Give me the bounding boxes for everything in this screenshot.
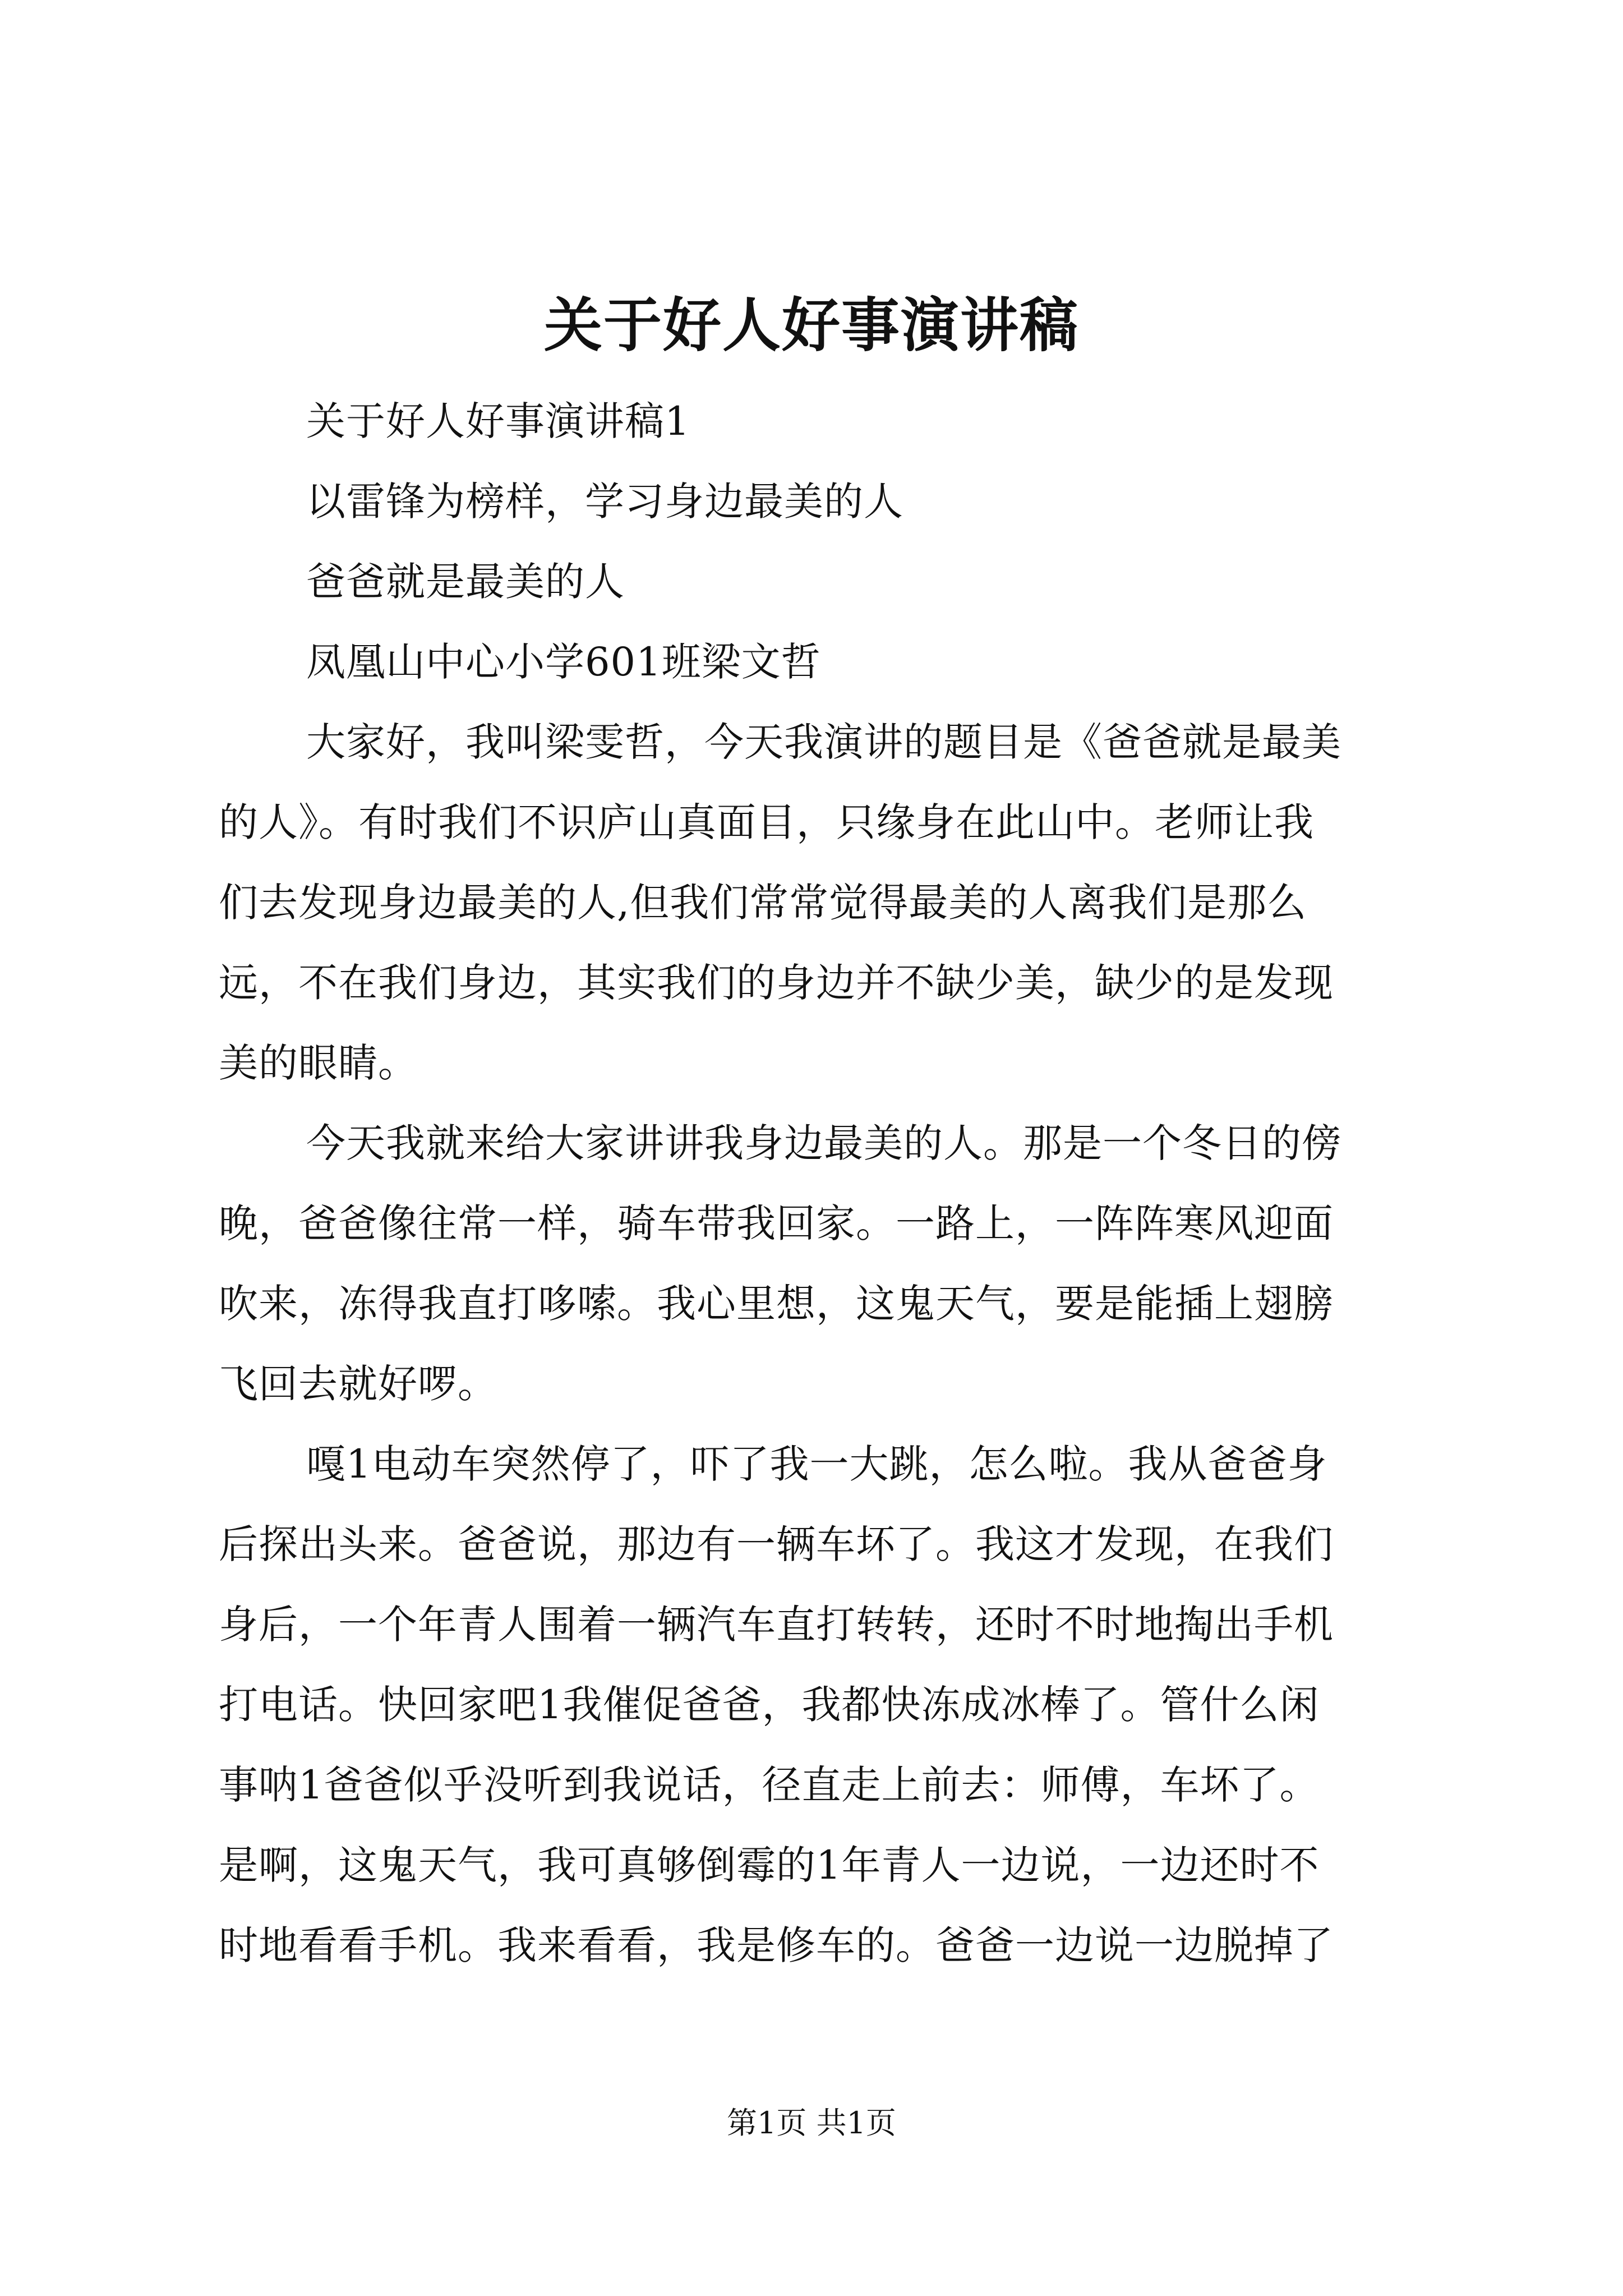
document-title: 关于好人好事演讲稿: [543, 291, 1079, 360]
paragraph-line: 打电话。快回家吧1我催促爸爸，我都快冻成冰棒了。管什么闲: [219, 1682, 1320, 1728]
subtitle-line: 爸爸就是最美的人: [306, 559, 625, 605]
paragraph-line: 远，不在我们身边，其实我们的身边并不缺少美，缺少的是发现: [219, 960, 1334, 1006]
paragraph-line: 飞回去就好啰。: [219, 1361, 497, 1407]
paragraph-line: 时地看看手机。我来看看，我是修车的。爸爸一边说一边脱掉了: [219, 1922, 1334, 1968]
paragraph-line: 吹来，冻得我直打哆嗦。我心里想，这鬼天气，要是能插上翅膀: [219, 1281, 1334, 1327]
subtitle-line: 关于好人好事演讲稿1: [306, 398, 690, 444]
paragraph-line: 事呐1爸爸似乎没听到我说话，径直走上前去：师傅，车坏了。: [219, 1762, 1320, 1808]
paragraph-line: 身后，一个年青人围着一辆汽车直打转转，还时不时地掏出手机: [219, 1602, 1334, 1648]
paragraph-line: 是啊，这鬼天气，我可真够倒霉的1年青人一边说，一边还时不: [219, 1842, 1320, 1888]
subtitle-line: 以雷锋为榜样，学习身边最美的人: [306, 478, 903, 524]
paragraph-line: 的人》。有时我们不识庐山真面目，只缘身在此山中。老师让我: [219, 799, 1314, 845]
author-line: 凤凰山中心小学601班梁文哲: [306, 639, 821, 685]
paragraph-line: 大家好，我叫梁雯哲，今天我演讲的题目是《爸爸就是最美: [306, 719, 1341, 765]
paragraph-line: 美的眼睛。: [219, 1040, 418, 1086]
paragraph-line: 晚，爸爸像往常一样，骑车带我回家。一路上，一阵阵寒风迎面: [219, 1200, 1334, 1246]
paragraph-line: 们去发现身边最美的人,但我们常常觉得最美的人离我们是那么: [219, 880, 1307, 926]
page-number-footer: 第1页 共1页: [727, 2105, 896, 2141]
paragraph-line: 今天我就来给大家讲讲我身边最美的人。那是一个冬日的傍: [306, 1120, 1341, 1166]
paragraph-line: 嘎1电动车突然停了，吓了我一大跳，怎么啦。我从爸爸身: [306, 1441, 1327, 1487]
document-body: [219, 381, 1424, 1986]
paragraph-line: 后探出头来。爸爸说，那边有一辆车坏了。我这才发现，在我们: [219, 1521, 1334, 1567]
